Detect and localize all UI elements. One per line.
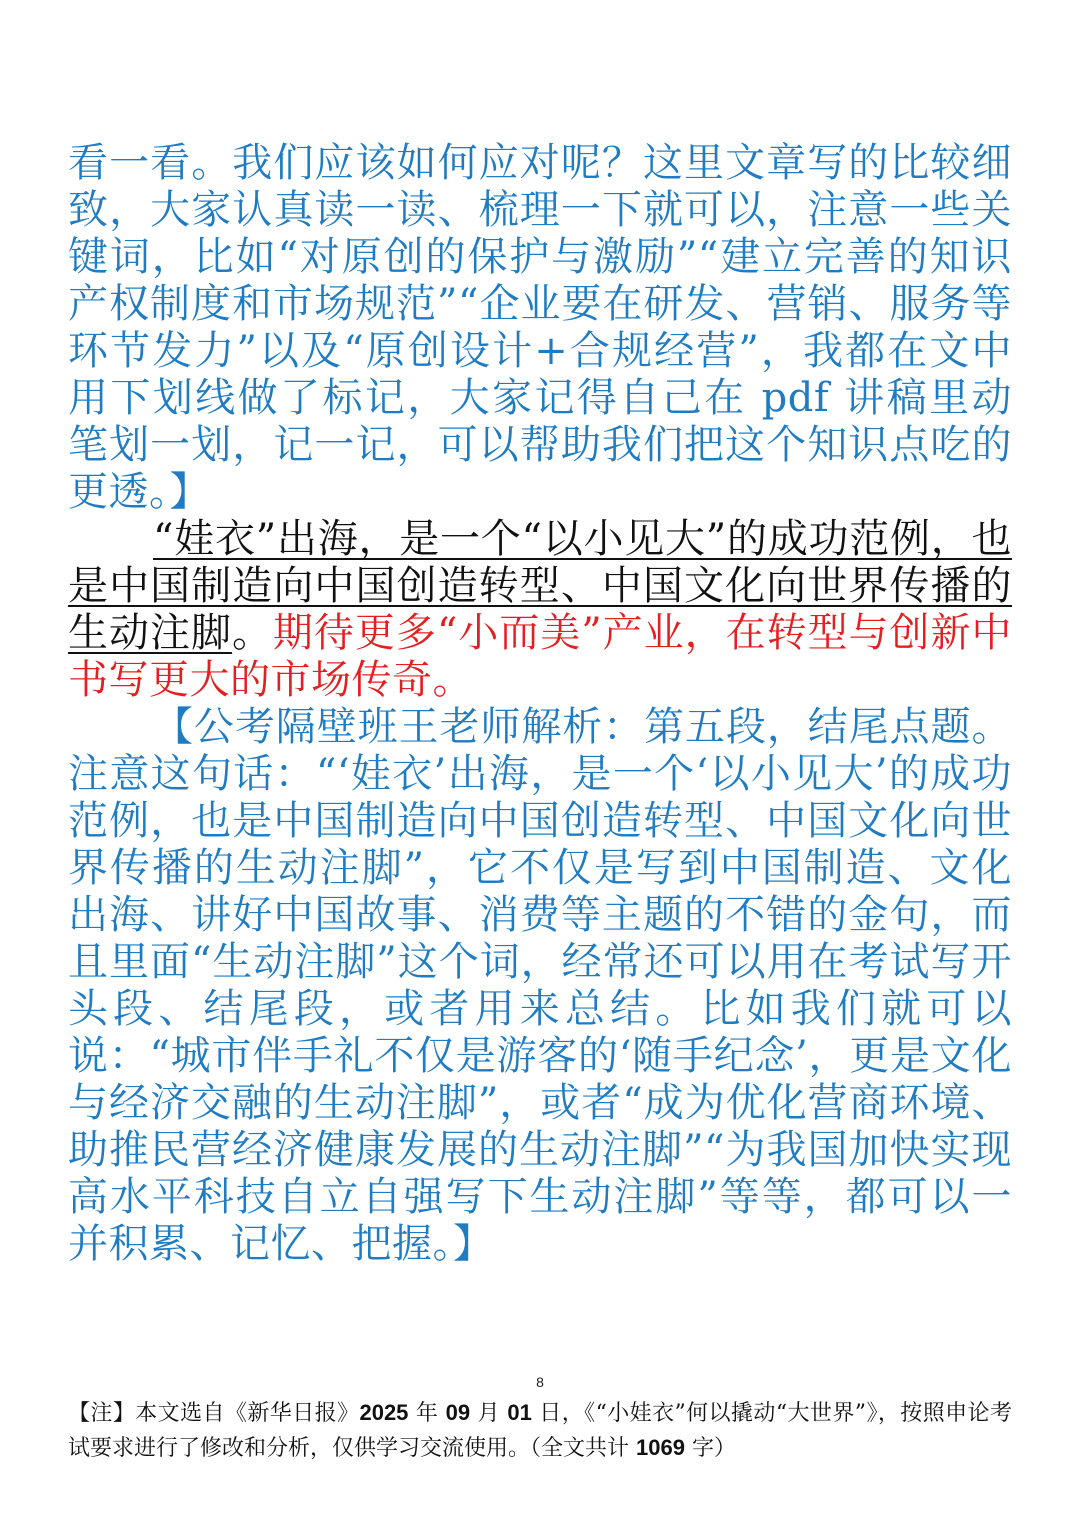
- note-text-1: 【注】本文选自《新华日报》: [68, 1401, 360, 1426]
- underlined-key-sentence: “娃衣”出海，是一个“以小见大”的成功范例，也是中国制造向中国创造转型、中国文化向世界传播的生动注脚: [68, 516, 1012, 656]
- note-text-2: 年: [408, 1401, 446, 1426]
- article-paragraph-conclusion: [68, 516, 1012, 704]
- note-text-5: 字）: [684, 1436, 736, 1461]
- page-number: 8: [536, 1374, 544, 1390]
- analysis-paragraph-continued: 看一看。我们应该如何应对呢？这里文章写的比较细致，大家认真读一读、梳理一下就可以，注意一些关键词，比如“对原创的保护与激励”“建立完善的知识产权制度和市场规范”“企业要在研发、营销、服务等环节发力”以及“原创设计+合规经营”，我都在文中用下划线做了标记，大家记得自己在 pdf 讲稿里动笔划一划，记一记，可以帮助我们把这个知识点吃的更透。】: [68, 140, 1012, 515]
- note-text-3: 月: [470, 1401, 508, 1426]
- sentence-period: 。: [231, 610, 273, 656]
- note-year: 2025: [359, 1400, 409, 1425]
- note-month: 09: [445, 1400, 471, 1425]
- note-word-count: 1069: [636, 1435, 685, 1460]
- highlighted-closing-sentence: 期待更多“小而美”产业，在转型与创新中书写更大的市场传奇。: [68, 610, 1013, 703]
- document-body: [68, 140, 1012, 1268]
- note-text-4: 日，《“小娃衣”何以撬动“大世界”》，按照申论考试要求进行了修改和分析，仅供学习交流使用。（全文共计: [68, 1401, 1012, 1461]
- source-note: [68, 1396, 1012, 1466]
- analysis-paragraph-teacher: 【公考隔壁班王老师解析：第五段，结尾点题。注意这句话：“‘娃衣’出海，是一个‘以小见大’的成功范例，也是中国制造向中国创造转型、中国文化向世界传播的生动注脚”，它不仅是写到中国制造、文化出海、讲好中国故事、消费等主题的不错的金句，而且里面“生动注脚”这个词，经常还可以用在考试写开头段、结尾段，或者用来总结。比如我们就可以说：“城市伴手礼不仅是游客的‘随手纪念’，更是文化与经济交融的生动注脚”，或者“成为优化营商环境、助推民营经济健康发展的生动注脚”“为我国加快实现高水平科技自立自强写下生动注脚”等等，都可以一并积累、记忆、把握。】: [68, 704, 1012, 1267]
- note-day: 01: [507, 1400, 532, 1425]
